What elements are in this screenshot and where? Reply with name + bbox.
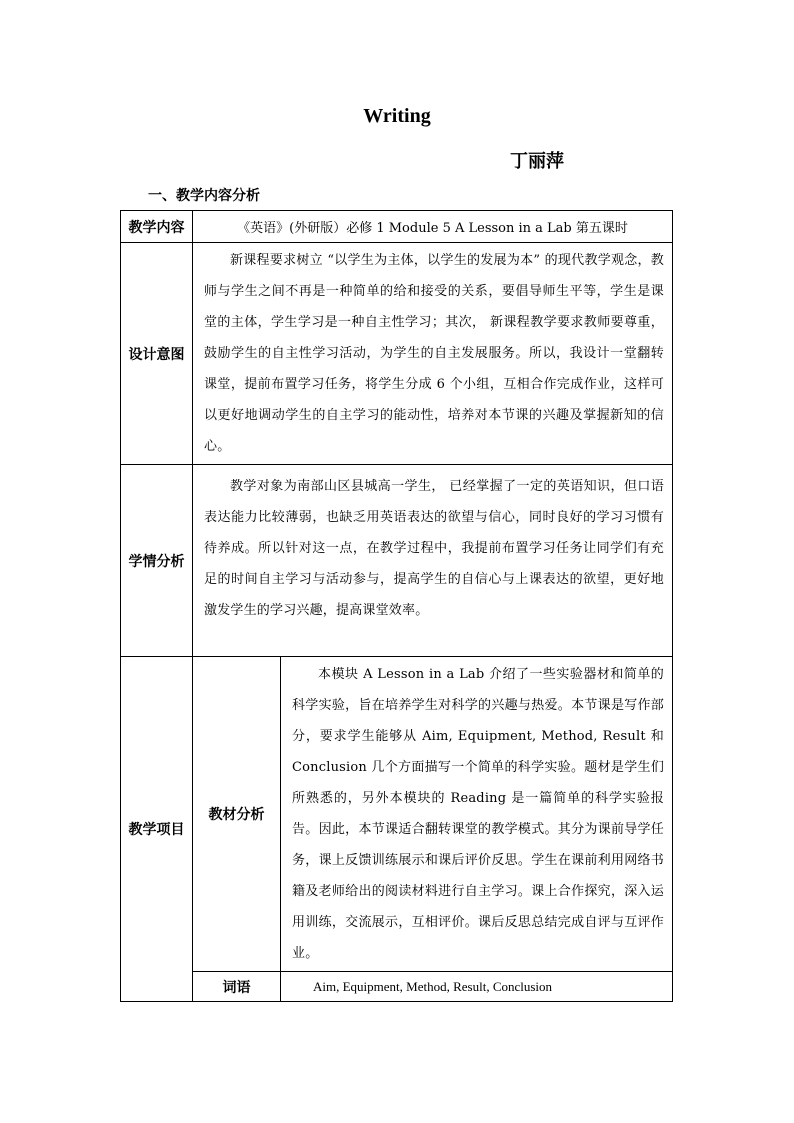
material-text: 本模块 A Lesson in a Lab 介绍了一些实验器材和简单的科学实验，旨在培养学生对科学的兴趣与热爱。本节课是写作部分，要求学生能够从 Aim, Equipment, Method, Result 和 Conclusion 几个方面描写一个简单的科学实验。题材是学生们所熟悉的，另外本模块的 Reading 是一篇简单的科学实验报告。因此，本节课适合翻转课堂的教学模式。其分为课前导学任务，课上反馈训练展示和课后评价反思。学生在课前利用网络书籍及老师给出的阅读材料进行自主学习。课上合作探究，深入运用训练，交流展示，互相评价。课后反思总结完成自评与互评作业。 [281,657,673,972]
section-heading: 一、教学内容分析 [148,188,260,204]
label-vocab: 词语 [193,972,281,1002]
label-material: 教材分析 [193,657,281,972]
row-material [121,657,673,972]
design-text: 新课程要求树立 “以学生为主体，以学生的发展为本” 的现代教学观念，教师与学生之间不再是一种简单的给和接受的关系，要倡导师生平等，学生是课堂的主体，学生学习是一种自主性学习；其次， 新课程教学要求教师要尊重，鼓励学生的自主性学习活动，为学生的自主发展服务。所以，我设计一堂翻转课堂，提前布置学习任务，将学生分成 6 个小组，互相合作完成作业，这样可以更好地调动学生的自主学习的能动性，培养对本节课的兴趣及掌握新知的信心。 [193,243,673,465]
content-value: 《英语》(外研版）必修 1 Module 5 A Lesson in a Lab 第五课时 [193,211,673,243]
label-content: 教学内容 [121,211,193,243]
students-text: 教学对象为南部山区县城高一学生， 已经掌握了一定的英语知识，但口语表达能力比较薄弱，也缺乏用英语表达的欲望与信心，同时良好的学习习惯有待养成。所以针对这一点，在教学过程中，我提前布置学习任务让同学们有充足的时间自主学习与活动参与，提高学生的自信心与上课表达的欲望，更好地激发学生的学习兴趣，提高课堂效率。 [193,465,673,657]
label-project: 教学项目 [121,657,193,1002]
label-students: 学情分析 [121,465,193,657]
row-content [121,211,673,243]
analysis-table [120,210,673,1002]
row-design [121,243,673,465]
row-students [121,465,673,657]
label-design: 设计意图 [121,243,193,465]
author-name: 丁丽萍 [510,151,564,172]
vocab-value: Aim, Equipment, Method, Result, Conclusion [281,972,673,1002]
document-title: Writing [363,105,431,127]
row-vocab [121,972,673,1002]
